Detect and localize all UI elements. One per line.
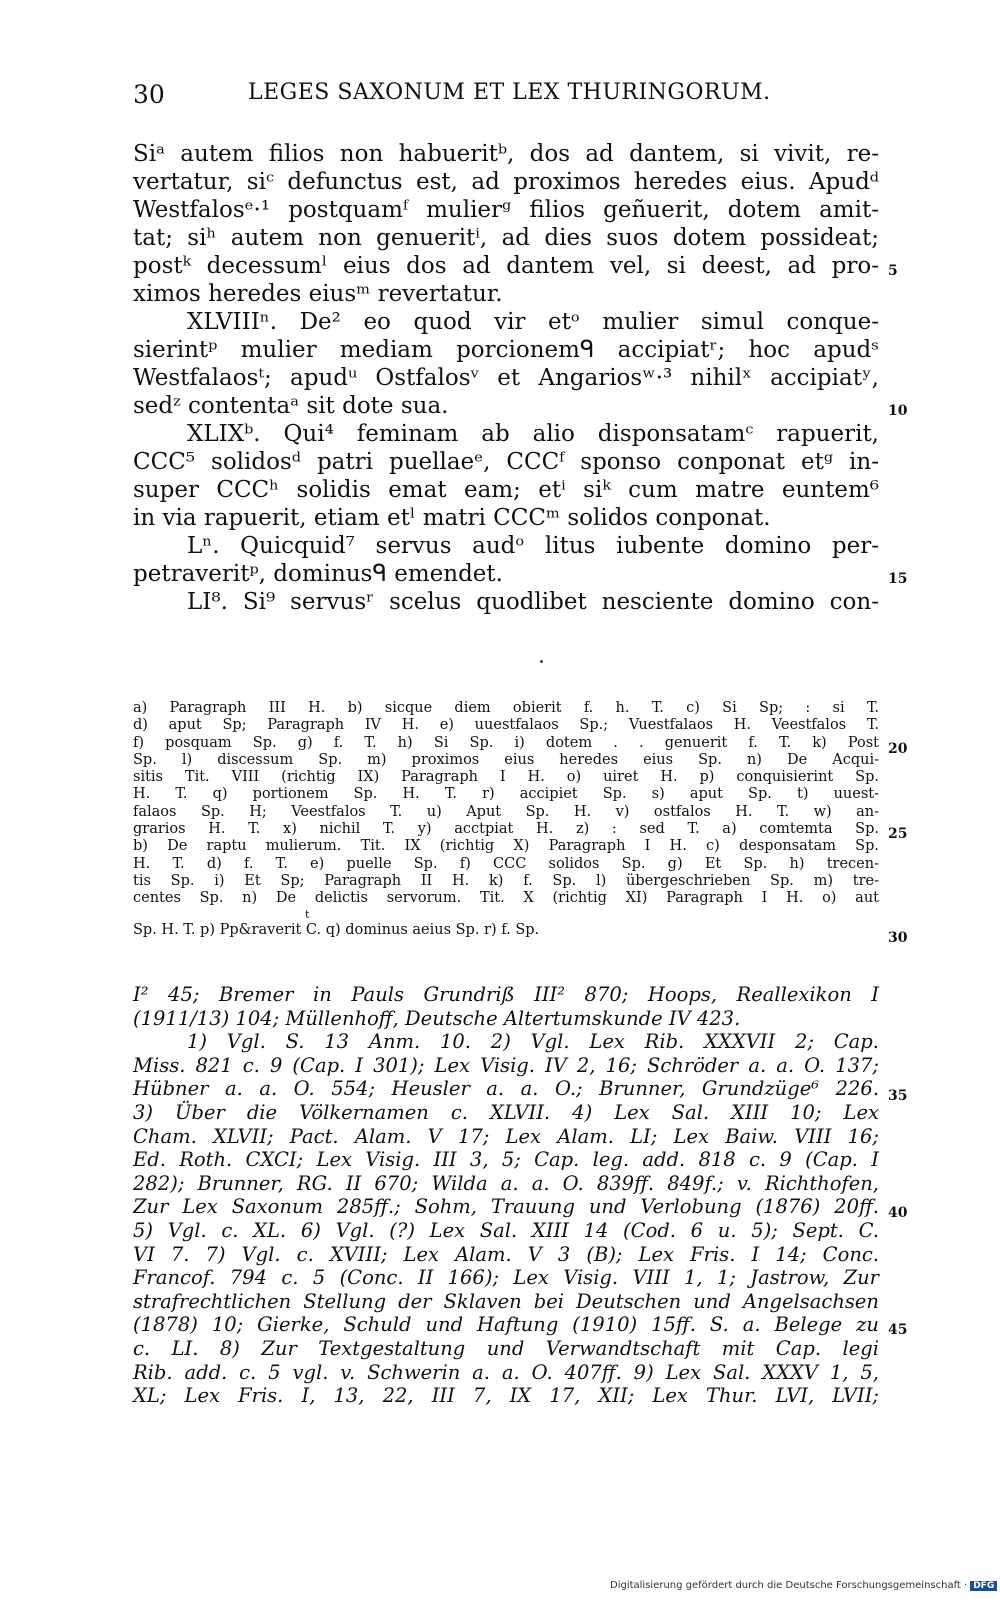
footnote-line: d) aput Sp; Paragraph IV H. e) uuestfalaos Sp.; Vuestfalaos H. Veestfalos T. [133,717,879,734]
commentary-line: Rib. add. c. 5 vgl. v. Schwerin a. a. O. 407ff. 9) Lex Sal. XXXV 1, 5, [133,1360,879,1384]
page-header [133,80,913,114]
line-number: 30 [888,930,908,946]
credit-text: Digitalisierung gefördert durch die Deutsche Forschungsgemeinschaft · [610,1580,968,1591]
footnote-line: f) posquam Sp. g) f. T. h) Si Sp. i) dotem . . genuerit f. T. k) Post [133,734,879,751]
commentary-line: (1878) 10; Gierke, Schuld und Haftung (1910) 15ff. S. a. Belege zu [133,1313,879,1337]
footnote-line: H. T. q) portionem Sp. H. T. r) accipiet Sp. s) aput Sp. t) uuest- [133,786,879,803]
running-title: LEGES SAXONUM ET LEX THURINGORUM. [248,80,771,105]
line-number: 10 [888,403,908,419]
line-number: 15 [888,571,908,587]
text-line: Westfalaosᵗ; apudᵘ Ostfalosᵛ et Angariosʷ·³ nihilˣ accipiatʸ, [133,365,879,391]
commentary-line: 3) Über die Völkernamen c. XLVII. 4) Lex Sal. XIII 10; Lex [133,1100,879,1124]
footnote-line: sitis Tit. VIII (richtig IX) Paragraph I H. o) uiret H. p) conquisierint Sp. [133,769,879,786]
text-line: sedᶻ contentaᵃ sit dote sua. [133,393,449,419]
text-line: tat; siʰ autem non genueritⁱ, ad dies suos dotem possideat; [133,225,879,251]
text-line: Lⁿ. Quicquid⁷ servus audᵒ litus iubente domino per- [187,533,879,559]
footnote-line: falaos Sp. H; Veestfalos T. u) Aput Sp. H. v) ostfalos H. T. w) an- [133,803,879,820]
text-line: LI⁸. Si⁹ servusʳ scelus quodlibet nesciente domino con- [187,589,879,615]
footnote-line: Sp. l) discessum Sp. m) proximos eius heredes eius Sp. n) De Acqui- [133,751,879,768]
digitization-credit [610,1580,997,1591]
text-line: ximos heredes eiusᵐ revertatur. [133,281,503,307]
commentary-line: strafrechtlichen Stellung der Sklaven bei Deutschen und Angelsachsen [133,1289,879,1313]
footnote-superscript: t [305,907,310,921]
text-line: vertatur, siᶜ defunctus est, ad proximos heredes eius. Apudᵈ [133,169,879,195]
text-line: XLIXᵇ. Qui⁴ feminam ab alio disponsatamᶜ rapuerit, [187,421,879,447]
commentary [133,983,879,1408]
footnote-line: grarios H. T. x) nichil T. y) acctpiat H. z) : sed T. a) comtemta Sp. [133,821,879,838]
text-line: Westfalosᵉ·¹ postquamᶠ mulierᵍ filios geñuerit, dotem amit- [133,197,879,223]
footnotes [133,700,879,939]
footnote-line: centes Sp. n) De delictis servorum. Tit. X (richtig XI) Paragraph I H. o) aut [133,890,879,907]
text-line: Siᵃ autem filios non habueritᵇ, dos ad dantem, si vivit, re- [133,141,879,167]
text-line: in via rapuerit, etiam etˡ matri CCCᵐ solidos conponat. [133,505,771,531]
commentary-line: Cham. XLVII; Pact. Alam. V 17; Lex Alam. LI; Lex Baiw. VIII 16; [133,1124,879,1148]
footnote-line: Sp. H. T. p) Pp&raverit C. q) dominus aeius Sp. r) f. Sp. [133,921,540,938]
line-number: 40 [888,1205,908,1221]
text-line: postᵏ decessumˡ eius dos ad dantem vel, si deest, ad pro- [133,253,879,279]
commentary-line: XL; Lex Fris. I, 13, 22, III 7, IX 17, XII; Lex Thur. LVI, LVII; [133,1384,879,1408]
commentary-line: Hübner a. a. O. 554; Heusler a. a. O.; Brunner, Grundzüge⁶ 226. [133,1077,879,1101]
commentary-line: Francof. 794 c. 5 (Conc. II 166); Lex Visig. VIII 1, 1; Jastrow, Zur [133,1266,879,1290]
separator-dot [540,660,543,663]
text-line: petraveritᵖ, dominusᑫ emendet. [133,561,503,587]
commentary-line: I² 45; Bremer in Pauls Grundriß III² 870; Hoops, Reallexikon I [133,983,879,1006]
commentary-line: 5) Vgl. c. XL. 6) Vgl. (?) Lex Sal. XIII 14 (Cod. 6 u. 5); Sept. C. [133,1218,879,1242]
commentary-line: 282); Brunner, RG. II 670; Wilda a. a. O. 839ff. 849f.; v. Richthofen, [133,1171,879,1195]
line-number: 25 [888,826,908,842]
footnote-line: tis Sp. i) Et Sp; Paragraph II H. k) f. Sp. l) übergeschrieben Sp. m) tre- [133,872,879,889]
commentary-line: Miss. 821 c. 9 (Cap. I 301); Lex Visig. IV 2, 16; Schröder a. a. O. 137; [133,1053,879,1077]
page-number: 30 [133,80,165,109]
dfg-logo: DFG [970,1581,997,1591]
footnote-line: b) De raptu mulierum. Tit. IX (richtig X) Paragraph I H. c) desponsatam Sp. [133,838,879,855]
line-number: 45 [888,1322,908,1338]
commentary-line: Ed. Roth. CXCI; Lex Visig. III 3, 5; Cap. leg. add. 818 c. 9 (Cap. I [133,1148,879,1172]
main-text [133,140,879,616]
text-line: CCC⁵ solidosᵈ patri puellaeᵉ, CCCᶠ sponso conponat etᵍ in- [133,449,879,475]
commentary-line: VI 7. 7) Vgl. c. XVIII; Lex Alam. V 3 (B); Lex Fris. I 14; Conc. [133,1242,879,1266]
footnote-line: H. T. d) f. T. e) puelle Sp. f) CCC solidos Sp. g) Et Sp. h) trecen- [133,855,879,872]
commentary-line: c. LI. 8) Zur Textgestaltung und Verwandtschaft mit Cap. legi [133,1336,879,1360]
commentary-line: Zur Lex Saxonum 285ff.; Sohm, Trauung und Verlobung (1876) 20ff. [133,1195,879,1219]
commentary-line: (1911/13) 104; Müllenhoff, Deutsche Altertumskunde IV 423. [133,1006,741,1030]
line-number: 5 [888,263,898,279]
commentary-line: 1) Vgl. S. 13 Anm. 10. 2) Vgl. Lex Rib. XXXVII 2; Cap. [187,1030,879,1054]
text-line: sierintᵖ mulier mediam porcionemᑫ accipiatʳ; hoc apudˢ [133,337,879,363]
line-number: 20 [888,741,908,757]
line-number: 35 [888,1088,908,1104]
footnote-line: a) Paragraph III H. b) sicque diem obierit f. h. T. c) Si Sp; : si T. [133,700,879,716]
text-line: super CCCʰ solidis emat eam; etⁱ siᵏ cum matre euntem⁶ [133,477,879,503]
text-line: XLVIIIⁿ. De² eo quod vir etᵒ mulier simul conque- [187,309,879,335]
